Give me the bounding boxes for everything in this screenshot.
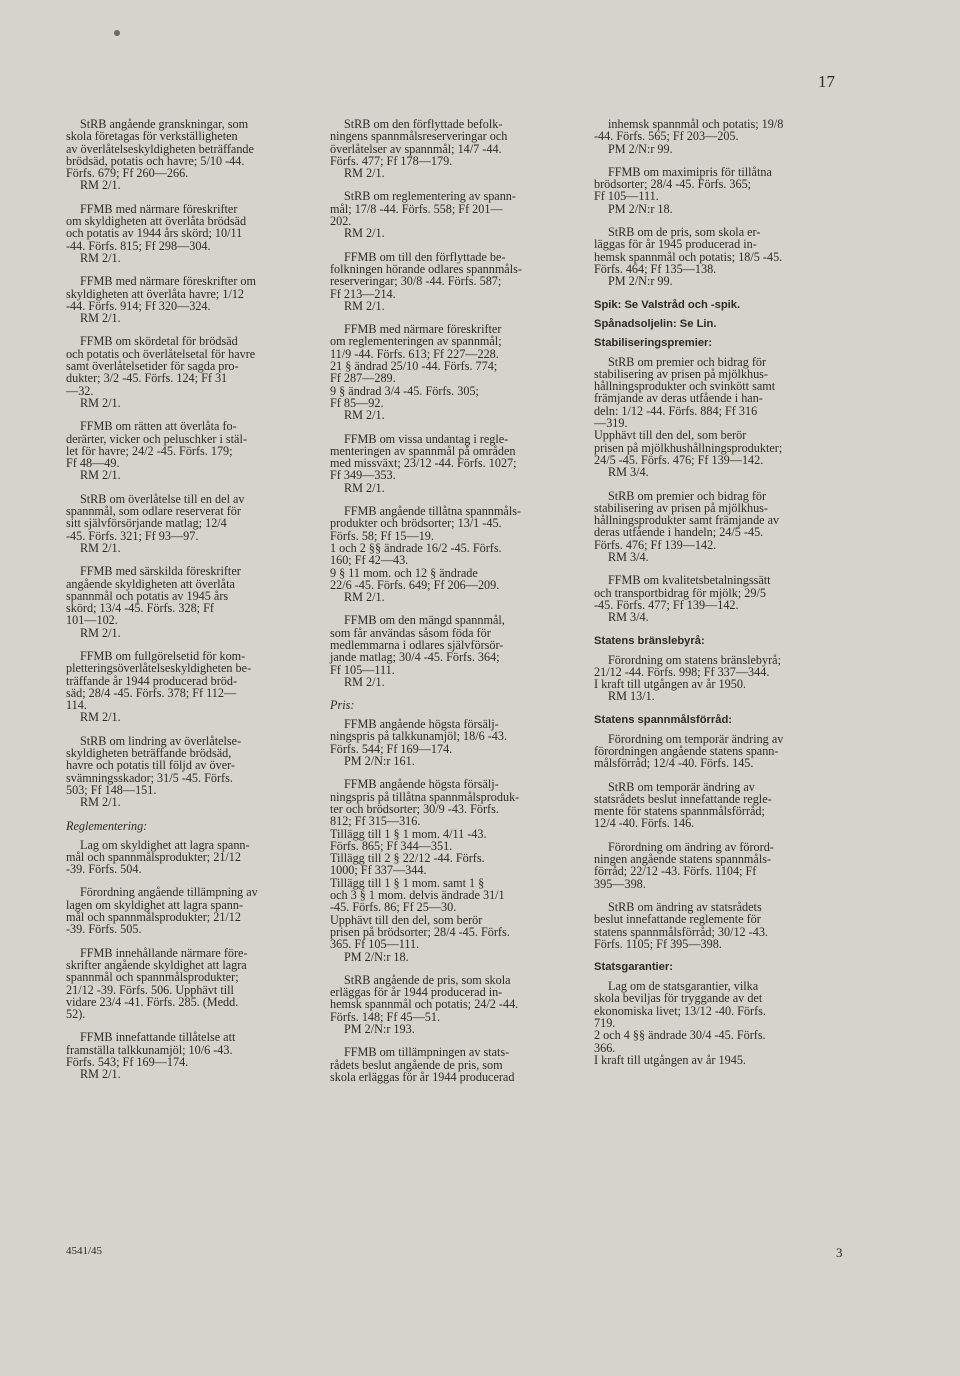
entry-line: mål och spannmålsprodukter; 21/12 [66, 849, 241, 864]
entry-line: RM 2/1. [344, 298, 385, 313]
entry-line: StRB om premier och bidrag för [608, 488, 767, 503]
entry-line: RM 2/1. [80, 710, 121, 725]
entry-line: FFMB om maximipris för tillåtna [608, 164, 772, 179]
entry-line: FFMB med särskilda föreskrifter [80, 564, 241, 579]
entry-line: StRB om premier och bidrag för [608, 354, 767, 369]
entry-line: -45. Förfs. 321; Ff 93—97. [66, 528, 199, 543]
entry-line: RM 2/1. [344, 408, 385, 423]
entry-line: skrifter angående skyldighet att lagra [66, 957, 247, 972]
register-entry [594, 574, 844, 623]
entry-line: samt överlåtelsetider för sagda pro- [66, 359, 239, 374]
entry-line: skola företagas för verkställigheten [66, 129, 238, 144]
entry-line: inhemsk spannmål och potatis; 19/8 [608, 117, 784, 131]
register-entry [330, 118, 580, 179]
entry-line: FFMB om till den förflyttade be- [344, 249, 506, 264]
entry-line: -44. Förfs. 565; Ff 203—205. [594, 129, 739, 144]
entry-line: ekonomiska livet; 13/12 -40. Förfs. [594, 1003, 766, 1018]
entry-line: prisen på mjölkhushållningsprodukter; [594, 440, 783, 455]
entry-line: RM 2/1. [344, 674, 385, 689]
entry-line: menteringen av spannmål på områden [330, 443, 516, 458]
entry-line: folkningen hörande odlares spannmåls- [330, 261, 522, 276]
entry-line: 1000; Ff 337—344. [330, 863, 427, 878]
entry-line: spannmål och spannmålsprodukter; [66, 970, 239, 985]
entry-line: FFMB med närmare föreskrifter om [80, 274, 256, 289]
entry-line: 9 § 11 mom. och 12 § ändrade [330, 565, 478, 580]
entry-line: PM 2/N:r 18. [344, 949, 409, 964]
entry-line: Förfs. 865; Ff 344—351. [330, 838, 453, 853]
register-entry [594, 980, 844, 1066]
entry-line: StRB om reglementering av spann- [344, 189, 516, 204]
register-entry [594, 166, 844, 215]
entry-line: PM 2/N:r 99. [608, 141, 673, 156]
entry-line: FFMB med närmare föreskrifter [344, 322, 502, 337]
entry-line: Ff 85—92. [330, 395, 384, 410]
entry-line: FFMB om tillämpningen av stats- [344, 1045, 510, 1060]
column-2 [330, 118, 580, 1094]
entry-line: RM 2/1. [80, 311, 121, 326]
entry-line: ningens spannmålsreserveringar och [330, 129, 508, 144]
entry-line: RM 2/1. [80, 395, 121, 410]
register-entry [330, 974, 580, 1035]
register-entry [594, 356, 844, 479]
entry-line: spannmål och potatis av 1945 års [66, 588, 229, 603]
entry-line: beslut innefattande reglemente för [594, 912, 761, 927]
register-entry [330, 433, 580, 494]
entry-line: RM 2/1. [344, 590, 385, 605]
entry-line: hållningsprodukter och svinkött samt [594, 379, 776, 394]
entry-line: I kraft till utgången av år 1950. [594, 677, 746, 692]
entry-line: Förordning om statens bränslebyrå; [608, 652, 781, 667]
entry-line: FFMB om vissa undantag i regle- [344, 431, 509, 446]
entry-line: StRB om lindring av överlåtelse- [80, 733, 242, 748]
register-entry [330, 323, 580, 421]
entry-line: medlemmarna i odlares självförsör- [330, 637, 504, 652]
entry-line: Förfs. 464; Ff 135—138. [594, 261, 717, 276]
register-entry [66, 275, 314, 324]
entry-line: Förordning angående tillämpning av [80, 885, 258, 900]
entry-line: RM 2/1. [80, 178, 121, 193]
entry-line: -45. Förfs. 477; Ff 139—142. [594, 597, 739, 612]
entry-line: stabilisering av prisen på mjölkhus- [594, 500, 768, 515]
entry-line: produkter och brödsorter; 13/1 -45. [330, 516, 502, 531]
entry-line: Ff 48—49. [66, 456, 120, 471]
entry-line: dukter; 3/2 -45. Förfs. 124; Ff 31 [66, 371, 228, 386]
entry-line: skörd; 13/4 -45. Förfs. 328; Ff [66, 601, 214, 616]
entry-line: Lag om de statsgarantier, vilka [608, 979, 759, 994]
entry-line: angående skyldigheten att överlåta [66, 576, 235, 591]
entry-line: FFMB om den mängd spannmål, [344, 613, 505, 628]
section-heading: Statens spannmålsförråd: [594, 713, 733, 726]
entry-line: som får användas såsom föda för [330, 625, 491, 640]
entry-line: mål; 17/8 -44. Förfs. 558; Ff 201— [330, 201, 503, 216]
entry-line: och potatis av 1944 års skörd; 10/11 [66, 226, 243, 241]
entry-line: FFMB innehållande närmare före- [80, 945, 248, 960]
entry-line: PM 2/N:r 99. [608, 274, 673, 289]
section-heading: Spik: Se Valstråd och -spik. [594, 298, 741, 311]
register-entry [66, 839, 314, 876]
entry-line: framställa talkkunamjöl; 10/6 -43. [66, 1042, 233, 1057]
entry-line: Förfs. 679; Ff 260—266. [66, 166, 189, 181]
entry-line: 1 och 2 §§ ändrade 16/2 -45. Förfs. [330, 540, 502, 555]
entry-line: Upphävt till den del, som berör [594, 428, 747, 443]
entry-line: lagen om skyldighet att lagra spann- [66, 897, 244, 912]
section-subheading: Reglementering: [66, 818, 148, 833]
entry-line: skyldigheten att överlåta havre; 1/12 [66, 286, 245, 301]
register-entry [594, 841, 844, 890]
entry-line: 395—398. [594, 876, 646, 891]
entry-line: av överlåtelseskyldigheten beträffande [66, 141, 254, 156]
register-entry [330, 1046, 580, 1083]
register-entry [594, 490, 844, 564]
entry-line: säd; 28/4 -45. Förfs. 378; Ff 112— [66, 685, 237, 700]
entry-line: StRB angående granskningar, som [80, 117, 249, 131]
entry-line: brödsäd, potatis och havre; 5/10 -44. [66, 153, 245, 168]
entry-line: StRB angående de pris, som skola [344, 972, 511, 987]
entry-line: Förfs. 544; Ff 169—174. [330, 741, 453, 756]
entry-line: 812; Ff 315—316. [330, 814, 421, 829]
entry-line: sitt självförsörjande matlag; 12/4 [66, 516, 227, 531]
entry-line: StRB om de pris, som skola er- [608, 225, 761, 240]
entry-line: ningspris på tillåtna spannmålsproduk- [330, 789, 520, 804]
entry-line: StRB om temporär ändring av [608, 779, 755, 794]
register-entry [66, 493, 314, 554]
entry-line: om skyldigheten att överlåta brödsäd [66, 214, 247, 229]
entry-line: RM 2/1. [80, 1067, 121, 1082]
entry-line: erläggas för år 1944 producerad in- [330, 985, 503, 1000]
entry-line: Ff 105—111. [594, 189, 659, 204]
entry-line: skola beviljas för tryggande av det [594, 991, 763, 1006]
entry-line: Ff 213—214. [330, 286, 396, 301]
entry-line: Ff 287—289. [330, 371, 396, 386]
entry-line: läggas för år 1945 producerad in- [594, 237, 757, 252]
entry-line: FFMB angående högsta försälj- [344, 777, 499, 792]
entry-line: let för havre; 24/2 -45. Förfs. 179; [66, 443, 233, 458]
entry-line: 21/12 -39. Förfs. 506. Upphävt till [66, 982, 234, 997]
entry-line: deras utfående i handeln; 24/5 -45. [594, 525, 764, 540]
entry-line: FFMB om kvalitetsbetalningssätt [608, 573, 771, 588]
entry-line: och transportbidrag för mjölk; 29/5 [594, 585, 766, 600]
section-heading: Statens bränslebyrå: [594, 634, 705, 647]
entry-line: 365. Ff 105—111. [330, 937, 420, 952]
entry-line: deln: 1/12 -44. Förfs. 884; Ff 316 [594, 403, 758, 418]
column-3 [594, 118, 844, 1077]
register-entry [330, 778, 580, 962]
register-entry [330, 190, 580, 239]
entry-line: FFMB innefattande tillåtelse att [80, 1030, 236, 1045]
entry-line: reserveringar; 30/8 -44. Förfs. 587; [330, 274, 502, 289]
entry-line: spannmål, som odlare reserverat för [66, 504, 241, 519]
register-entry [66, 947, 314, 1021]
footer-sheet-number: 3 [836, 1245, 843, 1260]
entry-line: hemsk spannmål och potatis; 24/2 -44. [330, 997, 519, 1012]
entry-line: och potatis och överlåtelsetal för havre [66, 346, 256, 361]
column-1 [66, 118, 314, 1092]
entry-line: PM 2/N:r 193. [344, 1022, 415, 1036]
register-entry [66, 1031, 314, 1080]
entry-line: 2 och 4 §§ ändrade 30/4 -45. Förfs. [594, 1028, 766, 1043]
entry-line: StRB om ändring av statsrådets [608, 899, 762, 914]
entry-line: havre och potatis till följd av över- [66, 758, 235, 773]
entry-line: FFMB angående tillåtna spannmåls- [344, 504, 522, 519]
entry-line: Förfs. 477; Ff 178—179. [330, 153, 453, 168]
entry-line: träffande år 1944 producerad bröd- [66, 673, 237, 688]
entry-line: statens spannmålsförråd; 30/12 -43. [594, 924, 768, 939]
entry-line: skola erläggas för år 1944 producerad [330, 1069, 515, 1084]
register-entry [66, 203, 314, 264]
entry-line: RM 3/4. [608, 610, 649, 625]
entry-line: om reglementeringen av spannmål; [330, 334, 502, 349]
entry-line: Förfs. 543; Ff 169—174. [66, 1055, 189, 1069]
entry-line: -45. Förfs. 86; Ff 25—30. [330, 900, 457, 915]
entry-line: mente för statens spannmålsförråd; [594, 804, 765, 819]
register-entry [330, 505, 580, 603]
entry-line: Förfs. 476; Ff 139—142. [594, 537, 717, 552]
entry-line: och 3 § 1 mom. delvis ändrade 31/1 [330, 888, 505, 903]
entry-line: RM 2/1. [80, 625, 121, 640]
entry-line: Förfs. 58; Ff 15—19. [330, 528, 434, 543]
entry-line: stabilisering av prisen på mjölkhus- [594, 366, 768, 381]
entry-line: —32. [66, 383, 94, 398]
entry-line: med missväxt; 23/12 -44. Förfs. 1027; [330, 456, 517, 471]
entry-line: RM 2/1. [344, 480, 385, 495]
entry-line: Tillägg till 2 § 22/12 -44. Förfs. [330, 851, 485, 866]
entry-line: Upphävt till den del, som berör [330, 912, 483, 927]
register-entry [594, 733, 844, 770]
entry-line: 52). [66, 1007, 86, 1022]
entry-line: 9 § ändrad 3/4 -45. Förfs. 305; [330, 383, 479, 398]
entry-line: PM 2/N:r 161. [344, 754, 415, 769]
entry-line: jande matlag; 30/4 -45. Förfs. 364; [330, 650, 500, 665]
entry-line: främjande av deras utfående i han- [594, 391, 763, 406]
register-entry [66, 886, 314, 935]
entry-line: Tillägg till 1 § 1 mom. 4/11 -43. [330, 826, 487, 841]
register-entry [594, 226, 844, 287]
ink-speck [114, 30, 120, 36]
register-entry [66, 335, 314, 409]
entry-line: 21/12 -44. Förfs. 998; Ff 337—344. [594, 664, 770, 679]
footer-print-code: 4541/45 [66, 1245, 103, 1257]
entry-line: FFMB om skördetal för brödsäd [80, 334, 238, 349]
entry-line: pletteringsöverlåtelseskyldigheten be- [66, 661, 252, 676]
section-subheading: Pris: [330, 698, 355, 713]
entry-line: 160; Ff 42—43. [330, 553, 409, 568]
register-entry [594, 118, 844, 155]
register-entry [330, 718, 580, 767]
entry-line: 24/5 -45. Förfs. 476; Ff 139—142. [594, 452, 764, 467]
entry-line: 719. [594, 1016, 616, 1031]
entry-line: RM 2/1. [80, 540, 121, 555]
register-entry [594, 901, 844, 950]
entry-line: skyldigheten beträffande brödsäd, [66, 746, 232, 761]
entry-line: -44. Förfs. 815; Ff 298—304. [66, 238, 211, 253]
register-entry [66, 118, 314, 192]
entry-line: brödsorter; 28/4 -45. Förfs. 365; [594, 177, 752, 192]
section-heading: Stabiliseringspremier: [594, 336, 713, 349]
entry-line: hållningsprodukter samt främjande av [594, 513, 780, 528]
entry-line: 11/9 -44. Förfs. 613; Ff 227—228. [330, 346, 499, 361]
entry-line: Ff 105—111. [330, 662, 395, 677]
entry-line: statsrådets beslut innefattande regle- [594, 791, 772, 806]
entry-line: Lag om skyldighet att lagra spann- [80, 837, 250, 852]
register-entry [594, 654, 844, 703]
entry-line: Förordning om temporär ändring av [608, 731, 784, 746]
entry-line: -44. Förfs. 914; Ff 320—324. [66, 298, 211, 313]
entry-line: hemsk spannmål och potatis; 18/5 -45. [594, 249, 783, 264]
entry-line: ningen angående statens spannmåls- [594, 852, 772, 867]
entry-line: 366. [594, 1040, 616, 1055]
entry-line: Förordning om ändring av förord- [608, 839, 774, 854]
entry-line: 101—102. [66, 613, 118, 628]
entry-line: FFMB om fullgörelsetid för kom- [80, 648, 246, 663]
entry-line: -39. Förfs. 504. [66, 862, 142, 877]
entry-line: FFMB om rätten att överlåta fo- [80, 419, 237, 434]
entry-line: målsförråd; 12/4 -40. Förfs. 145. [594, 756, 754, 771]
entry-line: RM 13/1. [608, 689, 655, 704]
section-heading: Spånadsoljelin: Se Lin. [594, 317, 717, 330]
register-entry [66, 735, 314, 809]
entry-line: förråd; 22/12 -43. Förfs. 1104; Ff [594, 864, 757, 879]
entry-line: RM 2/1. [344, 166, 385, 181]
entry-line: prisen på brödsorter; 28/4 -45. Förfs. [330, 924, 510, 939]
entry-line: RM 3/4. [608, 550, 649, 565]
entry-line: 503; Ff 148—151. [66, 782, 157, 797]
entry-line: -39. Förfs. 505. [66, 922, 142, 937]
entry-line: rådets beslut angående de pris, som [330, 1057, 503, 1072]
entry-line: derärter, vicker och peluschker i stäl- [66, 431, 247, 446]
entry-line: Tillägg till 1 § 1 mom. samt 1 § [330, 875, 485, 890]
entry-line: mål och spannmålsprodukter; 21/12 [66, 910, 241, 925]
entry-line: ter och brödsorter; 30/9 -43. Förfs. [330, 801, 499, 816]
entry-line: StRB om den förflyttade befolk- [344, 117, 503, 131]
entry-line: RM 2/1. [80, 468, 121, 483]
entry-line: 202. [330, 214, 352, 229]
entry-line: Förfs. 1105; Ff 395—398. [594, 936, 722, 951]
entry-line: förordningen angående statens spann- [594, 743, 779, 758]
register-entry [66, 565, 314, 639]
entry-line: vidare 23/4 -41. Förfs. 285. (Medd. [66, 994, 239, 1009]
entry-line: RM 2/1. [344, 226, 385, 241]
entry-line: —319. [594, 416, 628, 431]
entry-line: RM 3/4. [608, 465, 649, 480]
section-heading: Statsgarantier: [594, 961, 673, 974]
register-entry [594, 781, 844, 830]
register-entry [66, 420, 314, 481]
entry-line: FFMB med närmare föreskrifter [80, 201, 238, 216]
entry-line: Ff 349—353. [330, 468, 396, 483]
entry-line: 22/6 -45. Förfs. 649; Ff 206—209. [330, 577, 500, 592]
entry-line: överlåtelser av spannmål; 14/7 -44. [330, 141, 502, 156]
entry-line: Förfs. 148; Ff 45—51. [330, 1009, 441, 1024]
entry-line: svämningsskador; 31/5 -45. Förfs. [66, 770, 233, 785]
register-entry [330, 614, 580, 688]
entry-line: 114. [66, 698, 87, 713]
register-entry [66, 650, 314, 724]
entry-line: RM 2/1. [80, 795, 121, 810]
entry-line: ningspris på talkkunamjöl; 18/6 -43. [330, 729, 508, 744]
entry-line: 21 § ändrad 25/10 -44. Förfs. 774; [330, 359, 498, 374]
entry-line: RM 2/1. [80, 250, 121, 265]
entry-line: FFMB angående högsta försälj- [344, 717, 499, 732]
entry-line: PM 2/N:r 18. [608, 201, 673, 216]
entry-line: 12/4 -40. Förfs. 146. [594, 816, 695, 831]
entry-line: I kraft till utgången av år 1945. [594, 1052, 746, 1067]
entry-line: StRB om överlåtelse till en del av [80, 491, 245, 506]
register-entry [330, 251, 580, 312]
page-number: 17 [818, 72, 835, 91]
